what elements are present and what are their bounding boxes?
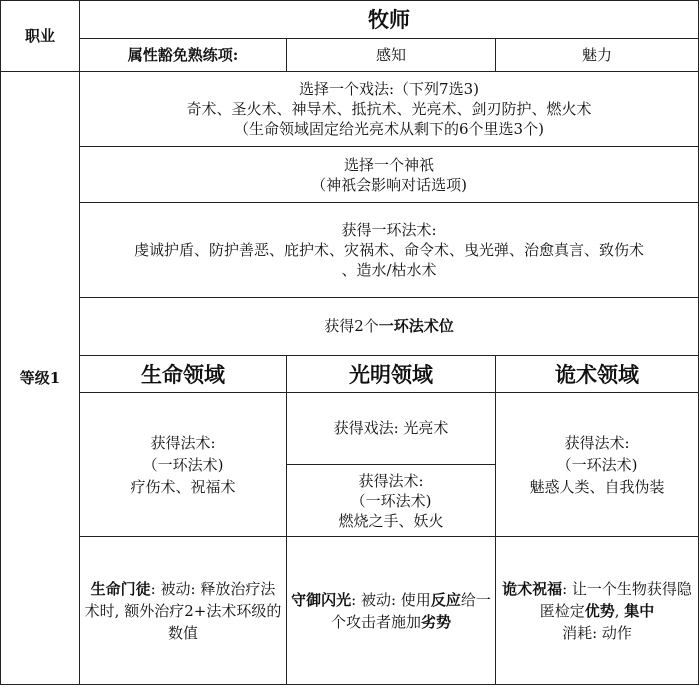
- trickery-feature-desc-2: ,: [614, 601, 625, 620]
- light-feature-desc-2: 给一个攻击者施加: [330, 590, 491, 631]
- saving-throw-wisdom: 感知: [287, 39, 496, 72]
- domain-life-feature: [80, 537, 287, 685]
- domain-trickery-feature: [496, 537, 699, 685]
- spell-slot-prefix: 获得2个: [324, 317, 379, 335]
- trickery-feature-name: 诡术祝福: [502, 579, 563, 598]
- domain-life-spells: [80, 393, 287, 537]
- class-name: 牧师: [80, 1, 699, 39]
- light-feature-name: 守御闪光: [291, 590, 352, 609]
- domain-life-spells-list: 疗伤术、祝福术: [130, 477, 236, 496]
- cantrip-choice-title: 选择一个戏法:（下列7选3): [299, 80, 479, 98]
- spell-slot-cell: [80, 298, 699, 356]
- trickery-feature-desc-1: : 让一个生物获得隐匿检定: [539, 579, 692, 620]
- domain-life-spells-level: （一环法术): [142, 455, 224, 474]
- domain-light-spells-title: 获得法术:: [358, 471, 424, 490]
- cantrip-choice-list: 奇术、圣火术、神导术、抵抗术、光亮术、剑刃防护、燃火术: [186, 100, 592, 118]
- domain-life-spells-title: 获得法术:: [150, 433, 216, 452]
- deity-choice-title: 选择一个神祇: [343, 155, 434, 174]
- domain-trickery-spells-level: （一环法术): [556, 455, 638, 474]
- spell-list-items: 虔诚护盾、防护善恶、庇护术、灾祸术、命令术、曳光弹、治愈真言、致伤术: [133, 241, 644, 259]
- cantrip-choice-cell: [80, 72, 699, 147]
- spell-list-title: 获得一环法术:: [341, 221, 437, 239]
- domain-light-spells: [287, 465, 496, 537]
- domain-trickery-spells-list: 魅惑人类、自我伪装: [529, 477, 665, 496]
- domain-trickery-spells-title: 获得法术:: [564, 433, 630, 452]
- trickery-feature-cost: 消耗: 动作: [562, 623, 632, 642]
- domain-light-title: 光明领域: [287, 356, 496, 393]
- saving-throw-label: 属性豁免熟练项:: [80, 39, 287, 72]
- domain-light-spells-level: （一环法术): [350, 491, 432, 510]
- spell-list-cell: [80, 203, 699, 298]
- spell-list-items-cont: 、造水/枯水术: [341, 261, 437, 279]
- domain-trickery-spells: [496, 393, 699, 537]
- light-feature-reaction: 反应: [430, 590, 461, 609]
- life-feature-desc: : 被动: 释放治疗法术时, 额外治疗2+法术环级的数值: [84, 579, 282, 642]
- domain-light-feature: [287, 537, 496, 685]
- trickery-feature-advantage: 优势: [584, 601, 615, 620]
- domain-light-cantrip: 获得戏法: 光亮术: [287, 393, 496, 465]
- saving-throw-charisma: 魅力: [496, 39, 699, 72]
- spell-slot-bold: 一环法术位: [378, 317, 454, 335]
- light-feature-desc-1: : 被动: 使用: [351, 590, 431, 609]
- domain-life-title: 生命领域: [80, 356, 287, 393]
- deity-choice-note: （神祇会影响对话选项): [311, 175, 467, 194]
- level-label: 等级1: [1, 72, 80, 685]
- cantrip-choice-note: （生命领域固定给光亮术从剩下的6个里选3个): [234, 120, 544, 138]
- life-feature-name: 生命门徒: [90, 579, 151, 598]
- trickery-feature-concentration: 集中: [624, 601, 655, 620]
- domain-light-spells-list: 燃烧之手、妖火: [338, 511, 444, 530]
- domain-trickery-title: 诡术领域: [496, 356, 699, 393]
- profession-label: 职业: [1, 1, 80, 72]
- deity-choice-cell: [80, 147, 699, 203]
- light-feature-disadvantage: 劣势: [421, 612, 452, 631]
